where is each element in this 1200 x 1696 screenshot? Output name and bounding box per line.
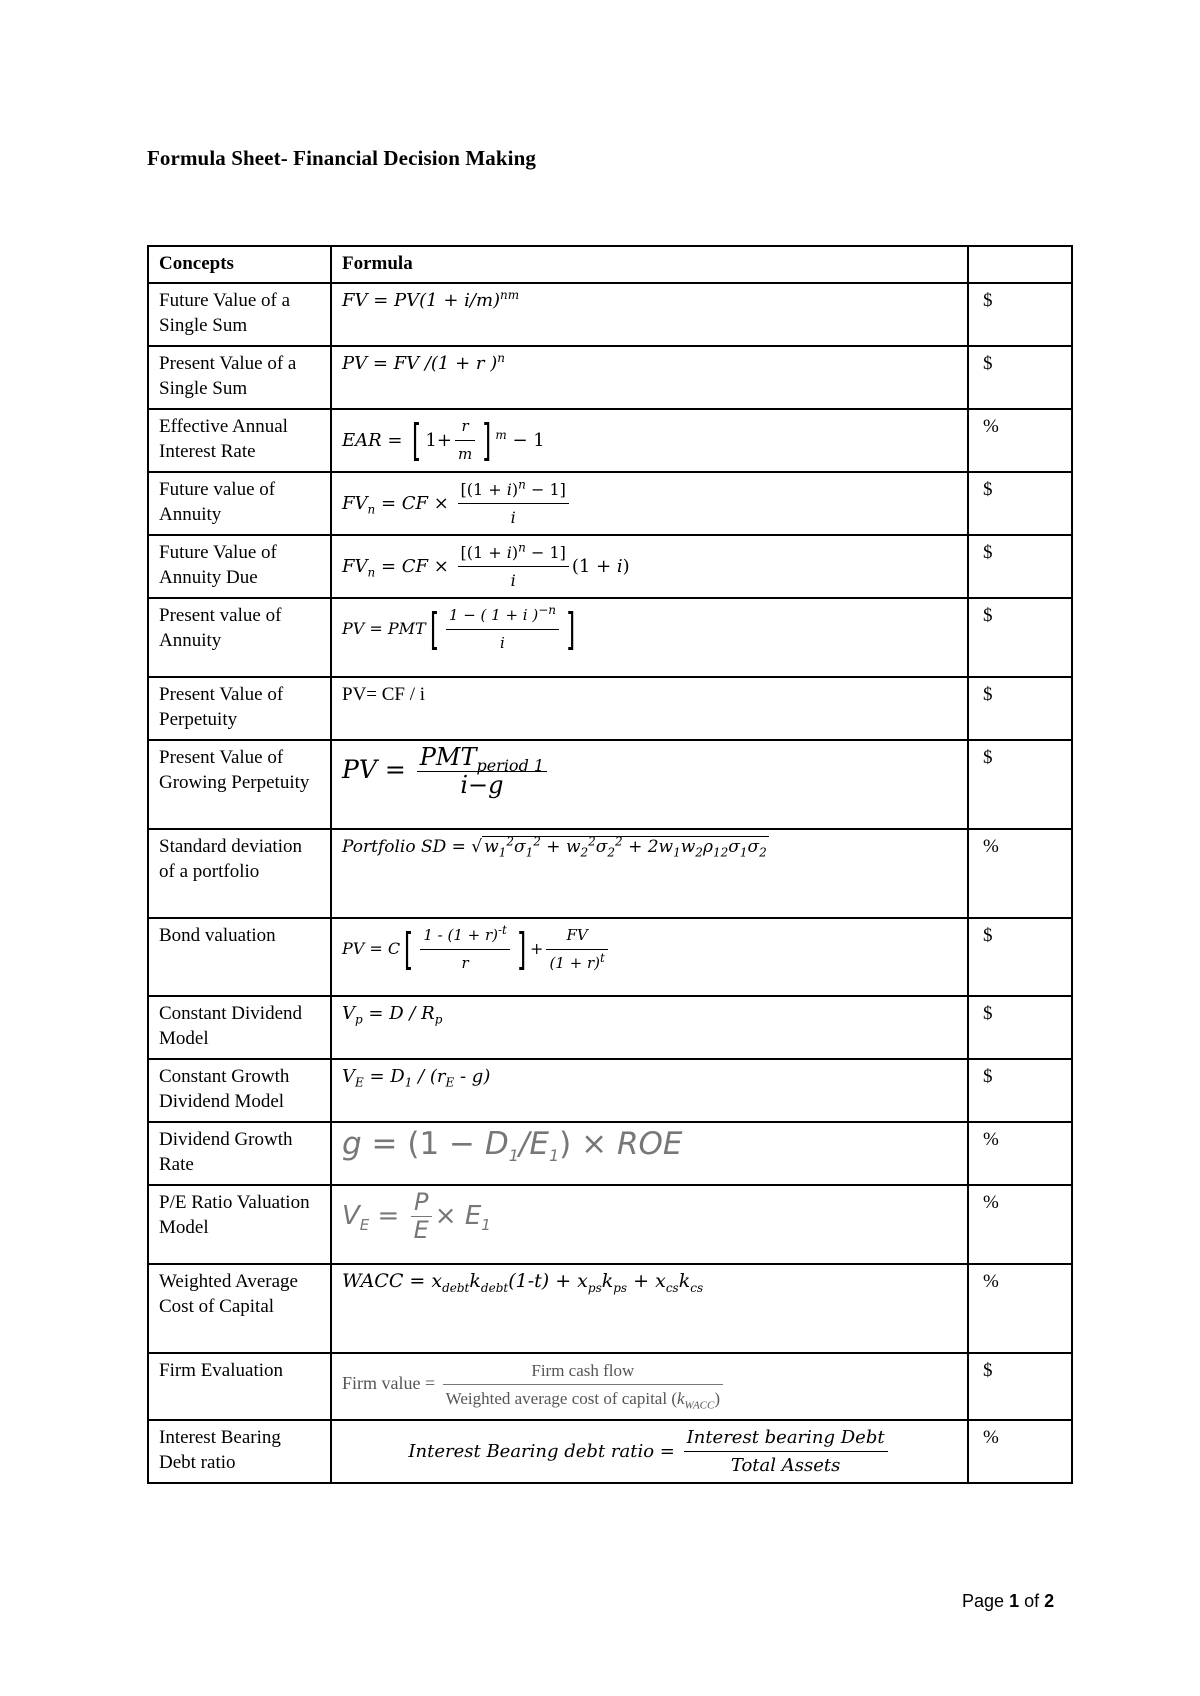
- formula-constant-dividend: $V_p = D / R_p$: [331, 996, 968, 1059]
- unit-cell: %: [968, 1420, 1072, 1483]
- formula-dividend-growth-rate: $g = (1 - D_1/E_1)$ × ROE: [331, 1122, 968, 1185]
- concept-cell: Constant Growth Dividend Model: [148, 1059, 331, 1122]
- formula-portfolio-sd: Portfolio SD = √ $w_1^2\sigma_1^2 + w_2^2\sigma_2^2 + 2w_1w_2\rho_{12}\sigma_1\sigma_2$: [331, 829, 968, 918]
- table-row: [148, 1264, 1072, 1353]
- firm-cash-flow-label: Firm cash flow: [443, 1358, 723, 1385]
- firm-value-label: Firm value: [342, 1372, 421, 1393]
- formula-pv-perpetuity: PV= CF / i: [331, 677, 968, 740]
- footer-of-word: of: [1024, 1591, 1040, 1611]
- formula-pv-growing-perpetuity: PV = $\frac{PMT_{period 1}}{i-g}$: [331, 740, 968, 829]
- formula-fv-single-sum: FV = $PV(1 + i/m)^{nm}$: [331, 283, 968, 346]
- formula-pe-ratio: $V_E$ = $\frac{P}{E}$ × $E_1$: [331, 1185, 968, 1264]
- unit-cell: $: [968, 740, 1072, 829]
- table-row: [148, 740, 1072, 829]
- table-row: [148, 1122, 1072, 1185]
- unit-cell: $: [968, 598, 1072, 677]
- concept-cell: Interest Bearing Debt ratio: [148, 1420, 331, 1483]
- formula-firm-evaluation: Firm value = $\frac{\text{Firm cash flow}}{Weighted average \cos t of capital (k_{WACC})}$: [331, 1353, 968, 1420]
- table-row: [148, 1185, 1072, 1264]
- formula-fv-annuity-due: $FV_n$ = CF × $\frac{[(1 + i)^n - 1]}{i}$ (1 + i): [331, 535, 968, 598]
- formula-pv-annuity: PV = PMT[ $\frac{1 - ( 1 + i )^{-n}}{i}$ ]: [331, 598, 968, 677]
- table-row: [148, 1059, 1072, 1122]
- table-row: [148, 1353, 1072, 1420]
- debt-numerator: Interest bearing Debt: [684, 1425, 888, 1452]
- table-row: [148, 346, 1072, 409]
- header-formula: Formula: [331, 246, 968, 283]
- unit-cell: $: [968, 472, 1072, 535]
- table-header-row: [148, 246, 1072, 283]
- concept-cell: Future value of Annuity: [148, 472, 331, 535]
- unit-cell: $: [968, 535, 1072, 598]
- concept-cell: Present Value of Growing Perpetuity: [148, 740, 331, 829]
- table-row: [148, 677, 1072, 740]
- wacc-label: Weighted average cost of capital: [445, 1389, 668, 1408]
- table-row: [148, 283, 1072, 346]
- table-row: [148, 409, 1072, 472]
- unit-cell: $: [968, 677, 1072, 740]
- formula-interest-bearing-debt: Interest Bearing debt ratio = $\frac{\text{Interest bearing Debt}}{\text{Total Assets}}$: [331, 1420, 968, 1483]
- concept-cell: Present value of Annuity: [148, 598, 331, 677]
- concept-cell: P/E Ratio Valuation Model: [148, 1185, 331, 1264]
- concept-cell: Weighted Average Cost of Capital: [148, 1264, 331, 1353]
- page-footer: [962, 1591, 1054, 1612]
- concept-cell: Effective Annual Interest Rate: [148, 409, 331, 472]
- table-row: [148, 829, 1072, 918]
- page-title: Formula Sheet- Financial Decision Making: [147, 146, 536, 170]
- concept-cell: Future Value of Annuity Due: [148, 535, 331, 598]
- concept-cell: Dividend Growth Rate: [148, 1122, 331, 1185]
- table-row: [148, 598, 1072, 677]
- unit-cell: $: [968, 918, 1072, 996]
- table-row: [148, 472, 1072, 535]
- header-concepts: Concepts: [148, 246, 331, 283]
- formula-bond-valuation: PV = C[ $\frac{1 - (1 + r)^{-t}}{r}$ ] + $\frac{FV}{(1 + r)^t}$: [331, 918, 968, 996]
- footer-page-word: Page: [962, 1591, 1005, 1611]
- formula-constant-growth-dividend: $V_E = D_1 / (r_E - g)$: [331, 1059, 968, 1122]
- table-row: [148, 996, 1072, 1059]
- table-row: [148, 918, 1072, 996]
- unit-cell: %: [968, 1185, 1072, 1264]
- header-unit: [968, 246, 1072, 283]
- debt-ratio-label: Interest Bearing debt ratio: [408, 1440, 655, 1462]
- concept-cell: Future Value of a Single Sum: [148, 283, 331, 346]
- formula-fv-annuity: $FV_n$ = CF × $\frac{[(1 + i)^n - 1]}{i}$: [331, 472, 968, 535]
- unit-cell: %: [968, 1122, 1072, 1185]
- unit-cell: %: [968, 409, 1072, 472]
- table-row: [148, 535, 1072, 598]
- concept-cell: Bond valuation: [148, 918, 331, 996]
- formula-ear: EAR = [ 1+ $\frac{r}{m}$ ] $^m$ − 1: [331, 409, 968, 472]
- concept-cell: Firm Evaluation: [148, 1353, 331, 1420]
- formula-table: [147, 245, 1073, 1484]
- concept-cell: Present Value of a Single Sum: [148, 346, 331, 409]
- concept-cell: Standard deviation of a portfolio: [148, 829, 331, 918]
- concept-cell: Present Value of Perpetuity: [148, 677, 331, 740]
- footer-page-total: 2: [1044, 1591, 1055, 1611]
- unit-cell: $: [968, 996, 1072, 1059]
- formula-pv-single-sum: PV = FV /(1 + r )$^n$: [331, 346, 968, 409]
- table-row: [148, 1420, 1072, 1483]
- footer-page-number: 1: [1009, 1591, 1020, 1611]
- formula-wacc: WACC = $x_{debt}k_{debt}(1-t) + x_{ps}k_{ps} + x_{cs}k_{cs}$: [331, 1264, 968, 1353]
- unit-cell: %: [968, 829, 1072, 918]
- concept-cell: Constant Dividend Model: [148, 996, 331, 1059]
- unit-cell: $: [968, 1353, 1072, 1420]
- debt-denominator: Total Assets: [730, 1455, 841, 1476]
- unit-cell: $: [968, 346, 1072, 409]
- unit-cell: $: [968, 1059, 1072, 1122]
- unit-cell: %: [968, 1264, 1072, 1353]
- unit-cell: $: [968, 283, 1072, 346]
